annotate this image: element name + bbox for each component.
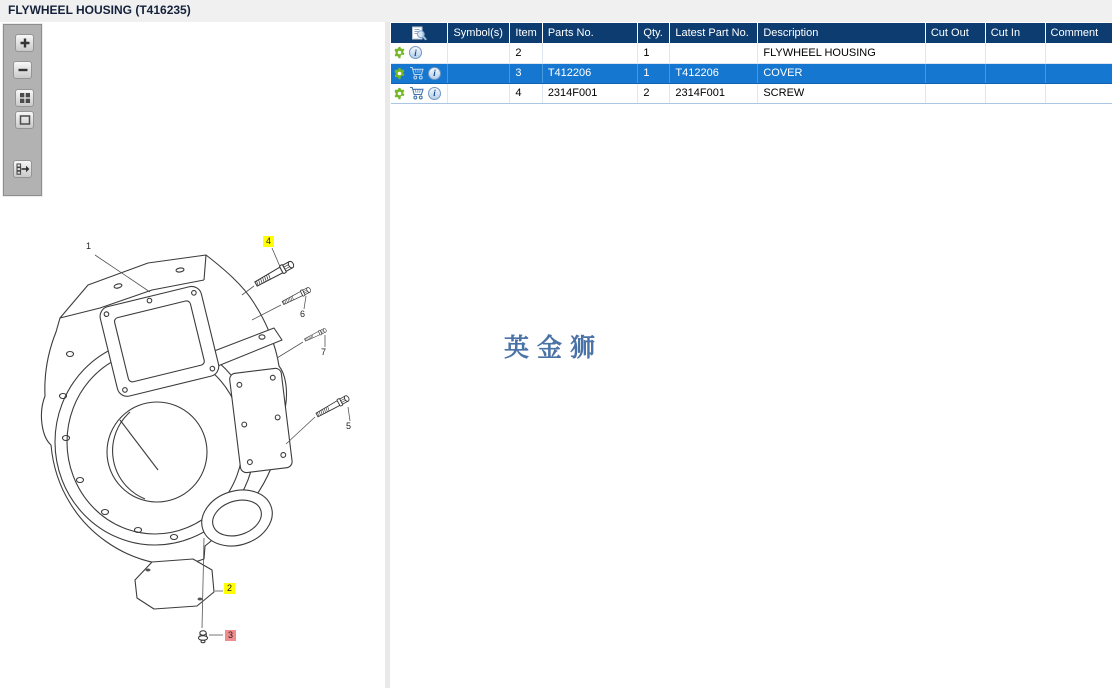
cell-parts-no: 2314F001: [542, 83, 638, 103]
info-icon[interactable]: [409, 46, 422, 59]
column-qty: Qty.: [638, 23, 670, 43]
cell-description: FLYWHEEL HOUSING: [758, 43, 926, 63]
gear-icon[interactable]: [393, 67, 406, 80]
cell-cut-in: [985, 63, 1045, 83]
info-icon[interactable]: [428, 67, 441, 80]
cart-icon[interactable]: [409, 66, 425, 80]
info-icon[interactable]: [428, 87, 441, 100]
cell-cut-out: [925, 63, 985, 83]
cell-description: SCREW: [758, 83, 926, 103]
callout-1[interactable]: 1: [86, 241, 92, 251]
column-latest-part-no: Latest Part No.: [670, 23, 758, 43]
row-actions: [391, 43, 448, 63]
table-row-selected[interactable]: [391, 63, 1112, 83]
column-description: Description: [758, 23, 926, 43]
cell-symbols: [448, 43, 510, 63]
cell-latest-part-no: [670, 43, 758, 63]
cell-qty: 1: [638, 43, 670, 63]
column-symbols: Symbol(s): [448, 23, 510, 43]
minus-icon: [17, 64, 29, 76]
housing-diagram: [0, 22, 385, 688]
cell-qty: 2: [638, 83, 670, 103]
cell-description: COVER: [758, 63, 926, 83]
parts-table: [391, 23, 1112, 104]
tile-view-button[interactable]: [15, 89, 34, 107]
title-bar: [0, 0, 1112, 22]
cell-latest-part-no: T412206: [670, 63, 758, 83]
zoom-in-button[interactable]: [15, 34, 34, 52]
cell-comment: [1045, 43, 1112, 63]
cell-parts-no: T412206: [542, 63, 638, 83]
fit-view-button[interactable]: [15, 111, 34, 129]
cell-cut-out: [925, 43, 985, 63]
table-row[interactable]: [391, 43, 1112, 63]
page-title: FLYWHEEL HOUSING (T416235): [8, 3, 191, 17]
column-parts-no: Parts No.: [542, 23, 638, 43]
callout-5[interactable]: 5: [346, 421, 352, 431]
gear-icon[interactable]: [393, 87, 406, 100]
callout-2[interactable]: 2: [224, 583, 235, 594]
preview-document-icon: [396, 26, 442, 41]
cell-parts-no: [542, 43, 638, 63]
callout-6[interactable]: 6: [300, 309, 306, 319]
cell-comment: [1045, 83, 1112, 103]
table-row[interactable]: [391, 83, 1112, 103]
diagram-toolbar: [3, 24, 42, 196]
cell-qty: 1: [638, 63, 670, 83]
cart-icon[interactable]: [409, 86, 425, 100]
zoom-out-button[interactable]: [13, 61, 32, 79]
column-comment: Comment: [1045, 23, 1112, 43]
cell-comment: [1045, 63, 1112, 83]
cell-cut-in: [985, 83, 1045, 103]
callout-3[interactable]: 3: [225, 630, 236, 641]
cell-item: 2: [510, 43, 542, 63]
watermark: 英金狮: [504, 334, 604, 362]
gear-icon[interactable]: [393, 46, 406, 59]
column-preview: [391, 23, 448, 43]
callout-4[interactable]: 4: [263, 236, 274, 247]
cell-symbols: [448, 83, 510, 103]
cell-cut-out: [925, 83, 985, 103]
grid-icon: [19, 92, 31, 104]
callout-7[interactable]: 7: [321, 347, 327, 357]
row-actions: [391, 83, 448, 103]
cell-latest-part-no: 2314F001: [670, 83, 758, 103]
column-item: Item: [510, 23, 542, 43]
diagram-panel: [0, 22, 385, 688]
plus-icon: [19, 37, 31, 49]
cell-item: 3: [510, 63, 542, 83]
cell-item: 4: [510, 83, 542, 103]
export-panel-button[interactable]: [13, 160, 32, 178]
square-icon: [19, 114, 31, 126]
table-header-row: [391, 23, 1112, 43]
cell-symbols: [448, 63, 510, 83]
parts-panel: [390, 22, 1112, 688]
column-cut-in: Cut In: [985, 23, 1045, 43]
cell-cut-in: [985, 43, 1045, 63]
column-cut-out: Cut Out: [925, 23, 985, 43]
row-actions: [391, 63, 448, 83]
panel-arrow-icon: [16, 163, 30, 175]
